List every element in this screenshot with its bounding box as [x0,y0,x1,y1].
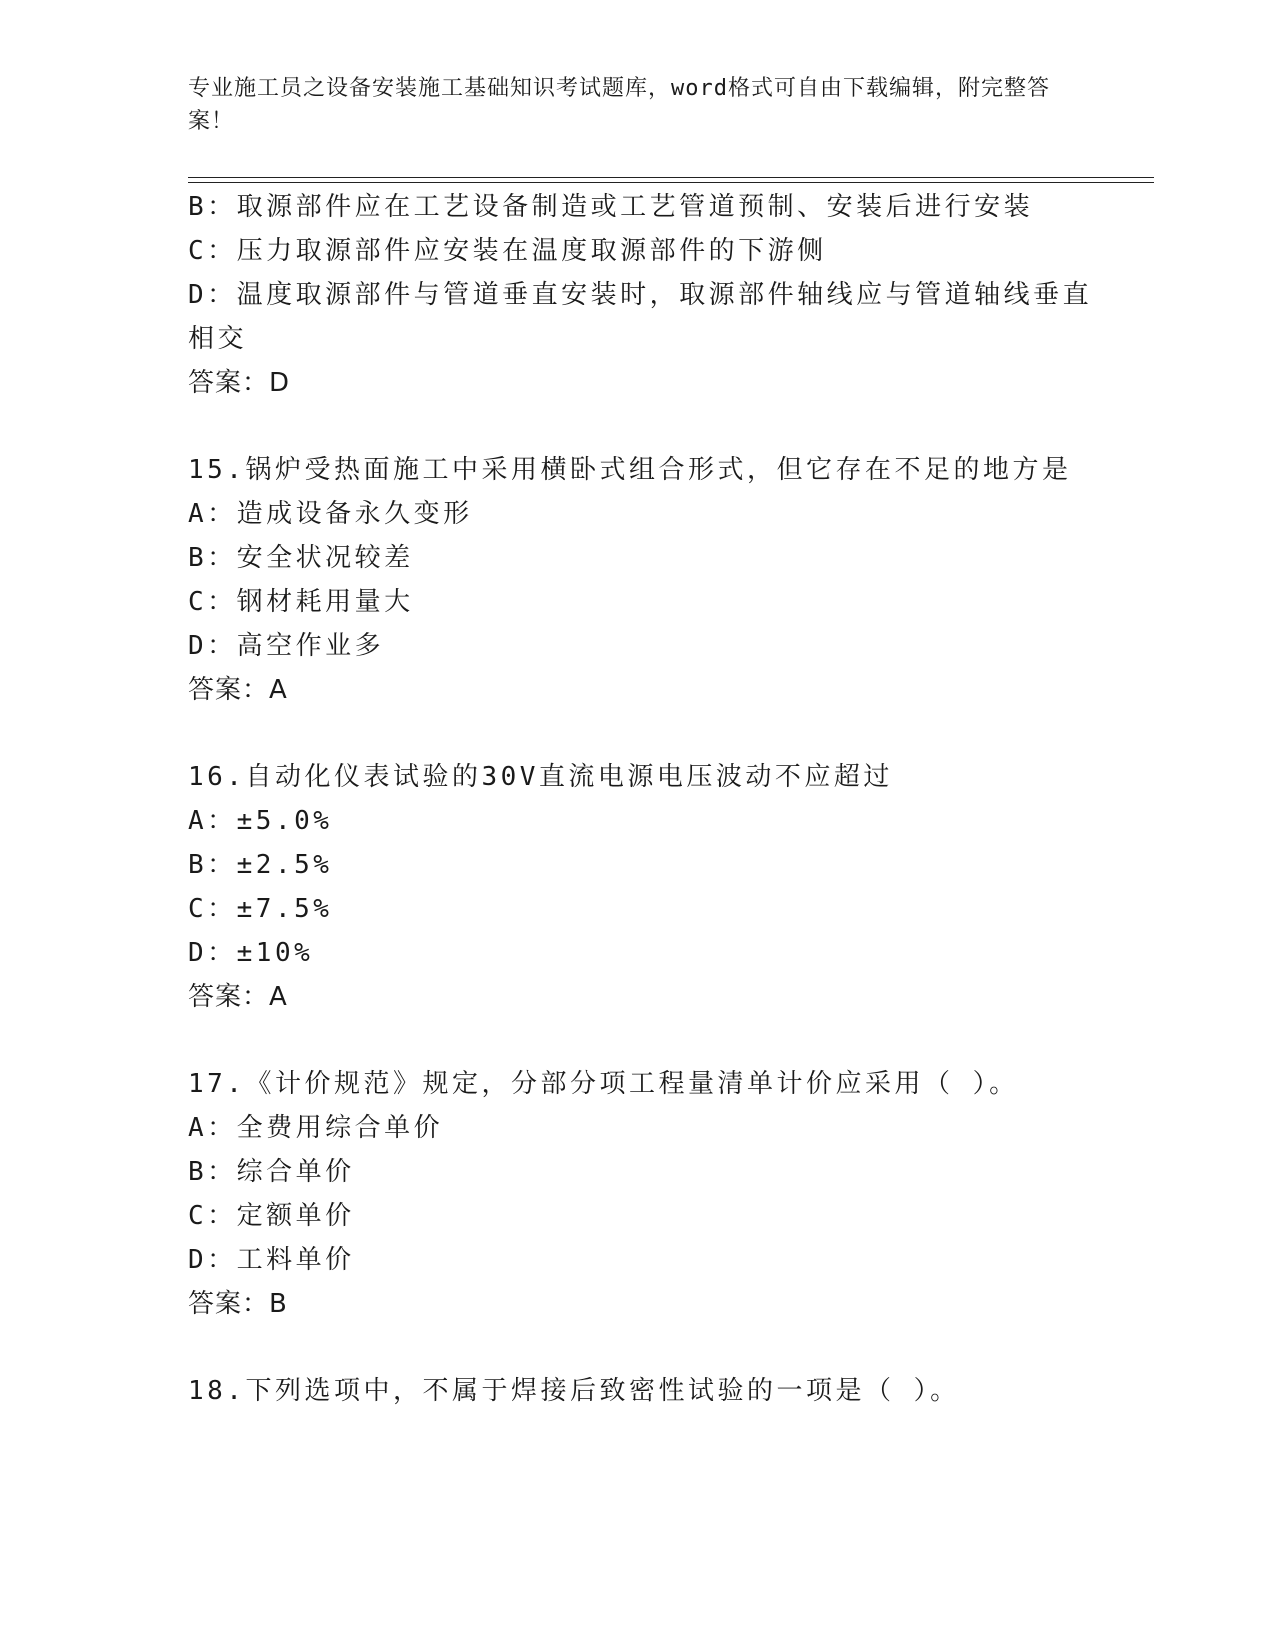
option-d: D：温度取源部件与管道垂直安装时，取源部件轴线应与管道轴线垂直 [188,280,1093,310]
q17-option-a: A：全费用综合单价 [188,1113,444,1143]
q15-option-c: C：钢材耗用量大 [188,587,414,617]
q15-option-a: A：造成设备永久变形 [188,499,473,529]
q16-option-d: D：±10% [188,938,314,968]
question-18: 18.下列选项中，不属于焊接后致密性试验的一项是（ ）。 [188,1376,960,1406]
q15-option-b: B：安全状况较差 [188,543,414,573]
question-15: 15.锅炉受热面施工中采用横卧式组合形式，但它存在不足的地方是 [188,455,1072,485]
q17-answer: 答案：B [188,1289,288,1319]
q17-option-b: B：综合单价 [188,1157,355,1187]
q15-answer: 答案：A [188,675,288,705]
question-17: 17.《计价规范》规定，分部分项工程量清单计价应采用（ ）。 [188,1069,1019,1099]
header-rule-bottom [188,182,1154,183]
q17-option-c: C：定额单价 [188,1201,355,1231]
answer: 答案：D [188,368,291,398]
option-b: B：取源部件应在工艺设备制造或工艺管道预制、安装后进行安装 [188,192,1034,222]
q16-option-c: C：±7.5% [188,894,333,924]
q16-answer: 答案：A [188,982,288,1012]
q15-option-d: D：高空作业多 [188,631,385,661]
q17-option-d: D：工料单价 [188,1245,355,1275]
option-d-continued: 相交 [188,324,248,354]
question-16: 16.自动化仪表试验的30V直流电源电压波动不应超过 [188,762,893,792]
option-c: C：压力取源部件应安装在温度取源部件的下游侧 [188,236,827,266]
document-header: 专业施工员之设备安装施工基础知识考试题库，word格式可自由下载编辑，附完整答案！ [188,76,1050,134]
q16-option-b: B：±2.5% [188,850,333,880]
q16-option-a: A：±5.0% [188,806,333,836]
header-rule-top [188,177,1154,178]
